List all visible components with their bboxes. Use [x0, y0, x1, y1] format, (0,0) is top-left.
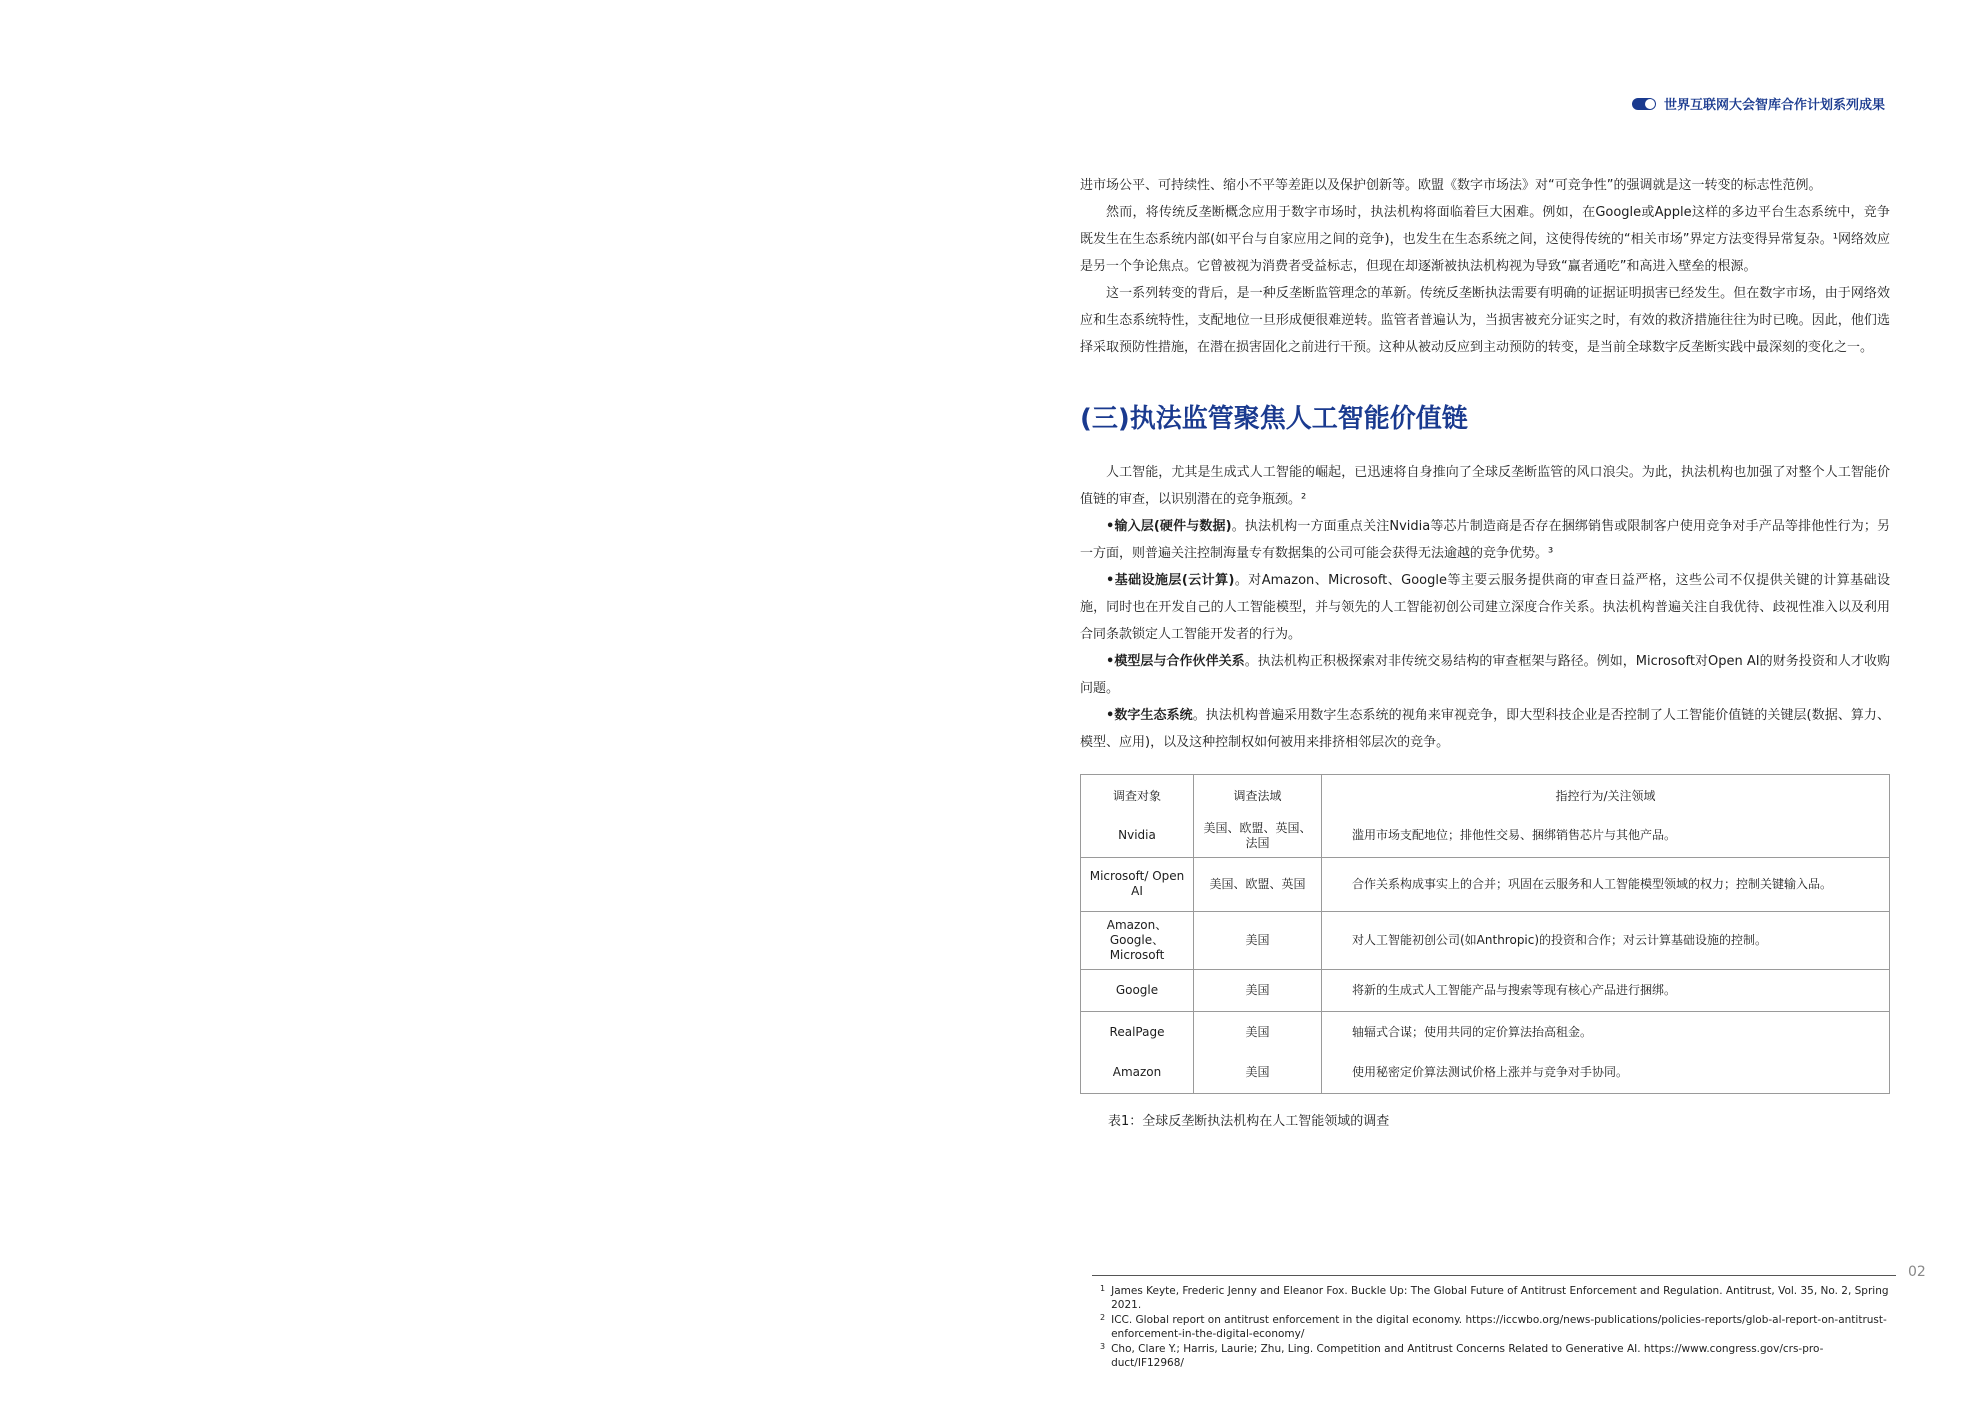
cell-subject: Amazon: [1081, 1053, 1194, 1093]
footnote-marker: 2: [1100, 1313, 1106, 1322]
table-row: [1081, 1053, 1890, 1093]
bullet-head: •基础设施层(云计算): [1106, 573, 1235, 588]
cell-jurisdiction: 美国: [1194, 969, 1322, 1011]
header-conduct: 指控行为/关注领域: [1555, 788, 1656, 803]
section-lead: 人工智能，尤其是生成式人工智能的崛起，已迅速将自身推向了全球反垄断监管的风口浪尖。为此，执法机构也加强了对整个人工智能价值链的审查，以识别潜在的竞争瓶颈。²: [1080, 465, 1890, 507]
bullet-model-layer: [1080, 648, 1890, 702]
table-row: [1081, 1011, 1890, 1053]
bullet-input-layer: [1080, 513, 1890, 567]
bullet-text: 。执法机构正积极探索对非传统交易结构的审查框架与路径。例如，Microsoft对Open AI的财务投资和人才收购问题。: [1080, 654, 1891, 696]
cell-subject: Google: [1081, 969, 1194, 1011]
cell-conduct: 对人工智能初创公司(如Anthropic)的投资和合作；对云计算基础设施的控制。: [1322, 911, 1890, 969]
table-row: [1081, 969, 1890, 1011]
footnote-text: James Keyte, Frederic Jenny and Eleanor Fox. Buckle Up: The Global Future of Antitrust Enforcement and Regulation. Antitrust, Vol. 35, No. 2, Spring 2021.: [1111, 1285, 1889, 1311]
bullet-head: •输入层(硬件与数据): [1106, 519, 1232, 534]
footnote-text: ICC. Global report on antitrust enforcement in the digital economy. https://iccwbo.org/news-publications/policies-reports/glob-al-report-on-antitrust-enforcement-in-the-digital-economy/: [1111, 1314, 1887, 1340]
bullet-text: 。执法机构一方面重点关注Nvidia等芯片制造商是否存在捆绑销售或限制客户使用竞争对手产品等排他性行为；另一方面，则普遍关注控制海量专有数据集的公司可能会获得无法逾越的竞争优势。³: [1080, 519, 1890, 561]
main-content: [1080, 172, 1890, 1129]
table-row: [1081, 815, 1890, 857]
intro-paragraph-2: 然而，将传统反垄断概念应用于数字市场时，执法机构将面临着巨大困难。例如，在Google或Apple这样的多边平台生态系统中，竞争既发生在生态系统内部(如平台与自家应用之间的竞争)，也发生在生态系统之间，这使得传统的“相关市场”界定方法变得异常复杂。¹网络效应是另一个争论焦点。它曾被视为消费者受益标志，但现在却逐渐被执法机构视为导致“赢者通吃”和高进入壁垒的根源。: [1080, 205, 1890, 274]
cell-jurisdiction: 美国、欧盟、英国: [1194, 857, 1322, 911]
bullet-infrastructure-layer: [1080, 567, 1890, 648]
cell-jurisdiction: 美国: [1194, 911, 1322, 969]
footnote-3: [1100, 1342, 1890, 1370]
cell-subject: Microsoft/ Open AI: [1081, 857, 1194, 911]
footnote-text: Cho, Clare Y.; Harris, Laurie; Zhu, Ling. Competition and Antitrust Concerns Related to Generative AI. https://www.congress.gov/crs-pro-duct/IF12968/: [1111, 1343, 1824, 1369]
cell-jurisdiction: 美国、欧盟、英国、法国: [1194, 815, 1322, 857]
header-title: 世界互联网大会智库合作计划系列成果: [1664, 98, 1886, 113]
header-subject: 调查对象: [1081, 775, 1194, 816]
cell-conduct: 将新的生成式人工智能产品与搜索等现有核心产品进行捆绑。: [1322, 969, 1890, 1011]
cell-subject: Amazon、 Google、 Microsoft: [1081, 911, 1194, 969]
footnotes: [1100, 1284, 1890, 1371]
table-header-row: [1081, 775, 1890, 816]
section-title: (三)执法监管聚焦人工智能价值链: [1080, 404, 1468, 434]
bullet-text: 。对Amazon、Microsoft、Google等主要云服务提供商的审查日益严格，这些公司不仅提供关键的计算基础设施，同时也在开发自己的人工智能模型，并与领先的人工智能初创公司建立深度合作关系。执法机构普遍关注自我优待、歧视性准入以及利用合同条款锁定人工智能开发者的行为。: [1080, 573, 1890, 642]
toggle-icon: [1632, 98, 1656, 110]
footnote-1: [1100, 1284, 1890, 1312]
table-row: [1081, 857, 1890, 911]
bullet-head: •模型层与合作伙伴关系: [1106, 654, 1245, 669]
cell-conduct: 使用秘密定价算法测试价格上涨并与竞争对手协同。: [1352, 1065, 1629, 1080]
cell-jurisdiction: 美国: [1194, 1053, 1322, 1093]
footnote-divider: [1092, 1275, 1896, 1276]
footnote-marker: 1: [1100, 1284, 1106, 1293]
intro-paragraph-3: 这一系列转变的背后，是一种反垄断监管理念的革新。传统反垄断执法需要有明确的证据证明损害已经发生。但在数字市场，由于网络效应和生态系统特性，支配地位一旦形成便很难逆转。监管者普遍认为，当损害被充分证实之时，有效的救济措施往往为时已晚。因此，他们选择采取预防性措施，在潜在损害固化之前进行干预。这种从被动反应到主动预防的转变，是当前全球数字反垄断实践中最深刻的变化之一。: [1080, 286, 1890, 355]
bullet-digital-ecosystem: [1080, 702, 1890, 756]
bullet-text: 。执法机构普遍采用数字生态系统的视角来审视竞争，即大型科技企业是否控制了人工智能价值链的关键层(数据、算力、模型、应用)，以及这种控制权如何被用来排挤相邻层次的竞争。: [1080, 708, 1890, 750]
cell-subject: RealPage: [1081, 1011, 1194, 1053]
table-caption: 表1：全球反垄断执法机构在人工智能领域的调查: [1108, 1113, 1390, 1129]
investigation-table: [1080, 774, 1890, 1094]
bullet-head: •数字生态系统: [1106, 708, 1193, 723]
page-header: [1632, 94, 1932, 113]
cell-conduct: 滥用市场支配地位；排他性交易、捆绑销售芯片与其他产品。: [1322, 815, 1890, 857]
intro-paragraph-1: 进市场公平、可持续性、缩小不平等差距以及保护创新等。欧盟《数字市场法》对“可竞争性”的强调就是这一转变的标志性范例。: [1080, 178, 1822, 193]
footnote-2: [1100, 1313, 1890, 1341]
page-number: 02: [1908, 1264, 1926, 1280]
cell-conduct: 轴辐式合谋；使用共同的定价算法抬高租金。: [1352, 1024, 1593, 1039]
footnote-marker: 3: [1100, 1342, 1106, 1351]
cell-jurisdiction: 美国: [1194, 1011, 1322, 1053]
cell-subject: Nvidia: [1081, 815, 1194, 857]
cell-conduct: 合作关系构成事实上的合并；巩固在云服务和人工智能模型领域的权力；控制关键输入品。: [1322, 857, 1890, 911]
table-row: [1081, 911, 1890, 969]
header-jurisdiction: 调查法域: [1194, 775, 1322, 816]
